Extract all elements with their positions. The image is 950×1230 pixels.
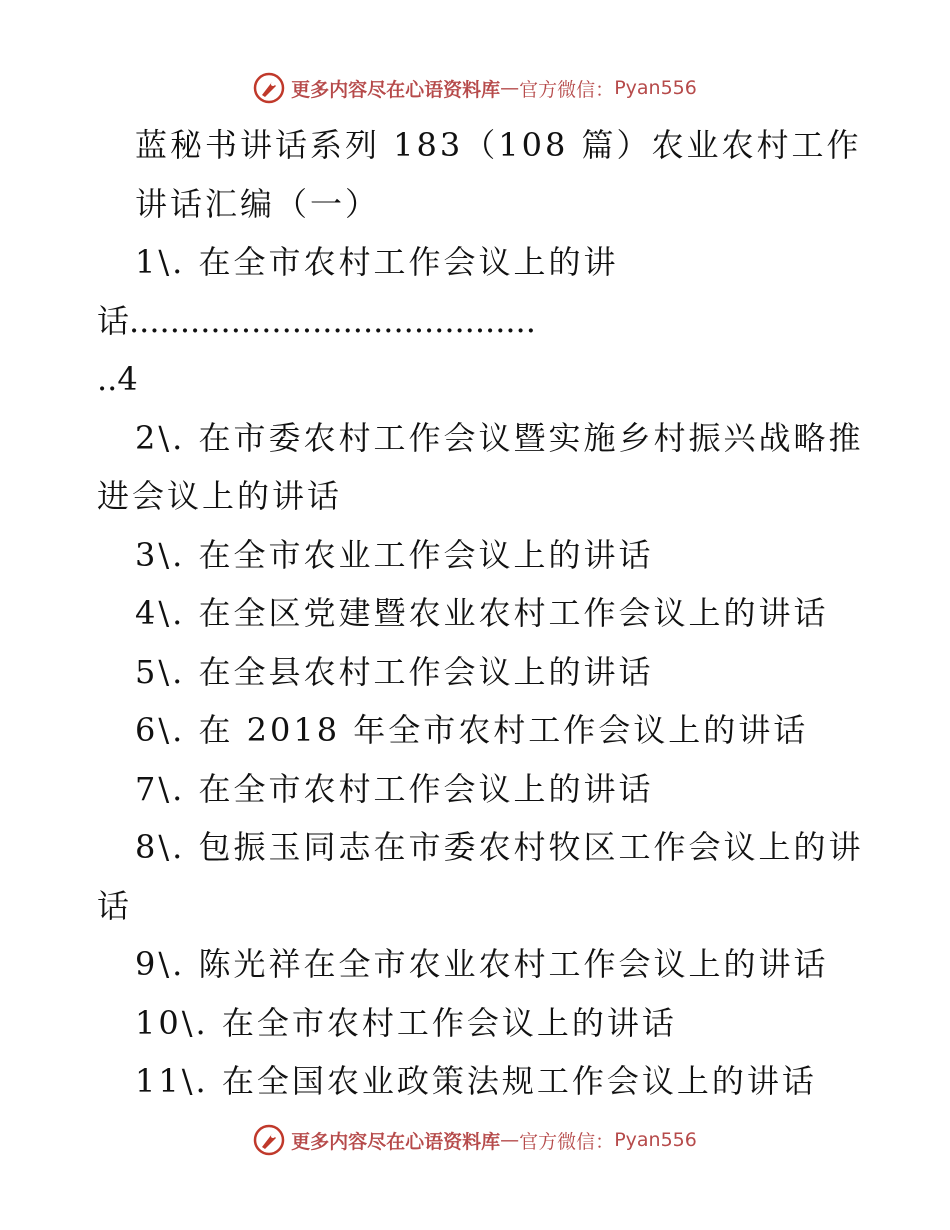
toc-item-5[interactable]: 5\. 在全县农村工作会议上的讲话 [135,652,654,691]
toc-item-11[interactable]: 11\. 在全国农业政策法规工作会议上的讲话 [135,1062,817,1100]
watermark-text: 更多内容尽在心语资料库 [291,1130,501,1153]
toc-item-6[interactable]: 6\. 在 2018 年全市农村工作会议上的讲话 [135,711,809,749]
toc-item-leader: 话........................................ [97,301,536,340]
watermark-wechat-id: Pyan556 [614,1129,697,1151]
watermark-official-label: 官方微信： [519,1130,615,1153]
pen-nib-logo-icon [253,72,285,104]
toc-item-text: 2\. 在市委农村工作会议暨实施乡村振兴战略推 [135,418,864,457]
document-body [97,116,864,1111]
toc-item-text: 1\. 在全市农村工作会议上的讲 [135,243,619,281]
watermark-wechat-id: Pyan556 [614,77,697,99]
watermark-separator: — [500,77,520,99]
pen-nib-logo-icon [253,1124,285,1156]
watermark-separator: — [500,1129,520,1151]
toc-item-8[interactable] [97,818,864,935]
toc-item-text: 8\. 包振玉同志在市委农村牧区工作会议上的讲 [135,828,864,866]
doc-title-line2: 讲话汇编（一） [135,184,381,223]
toc-item-2[interactable] [97,409,864,526]
toc-item-text-cont: 话 [97,886,133,925]
doc-title-line1: 蓝秘书讲话系列 183（108 篇）农业农村工作 [135,126,862,164]
toc-item-9[interactable]: 9\. 陈光祥在全市农业农村工作会议上的讲话 [135,945,829,983]
toc-item-text-cont: 进会议上的讲话 [97,477,343,515]
toc-item-7[interactable]: 7\. 在全市农村工作会议上的讲话 [135,769,654,808]
toc-item-4[interactable]: 4\. 在全区党建暨农业农村工作会议上的讲话 [135,594,829,632]
header-watermark [0,72,950,104]
watermark-text: 更多内容尽在心语资料库 [291,78,501,101]
toc-item-10[interactable]: 10\. 在全市农村工作会议上的讲话 [135,1003,677,1042]
watermark-official-label: 官方微信： [519,78,615,101]
footer-watermark [0,1124,950,1156]
toc-item-1[interactable] [97,233,857,409]
toc-item-3[interactable]: 3\. 在全市农业工作会议上的讲话 [135,535,654,574]
toc-item-page: ..4 [97,360,138,398]
